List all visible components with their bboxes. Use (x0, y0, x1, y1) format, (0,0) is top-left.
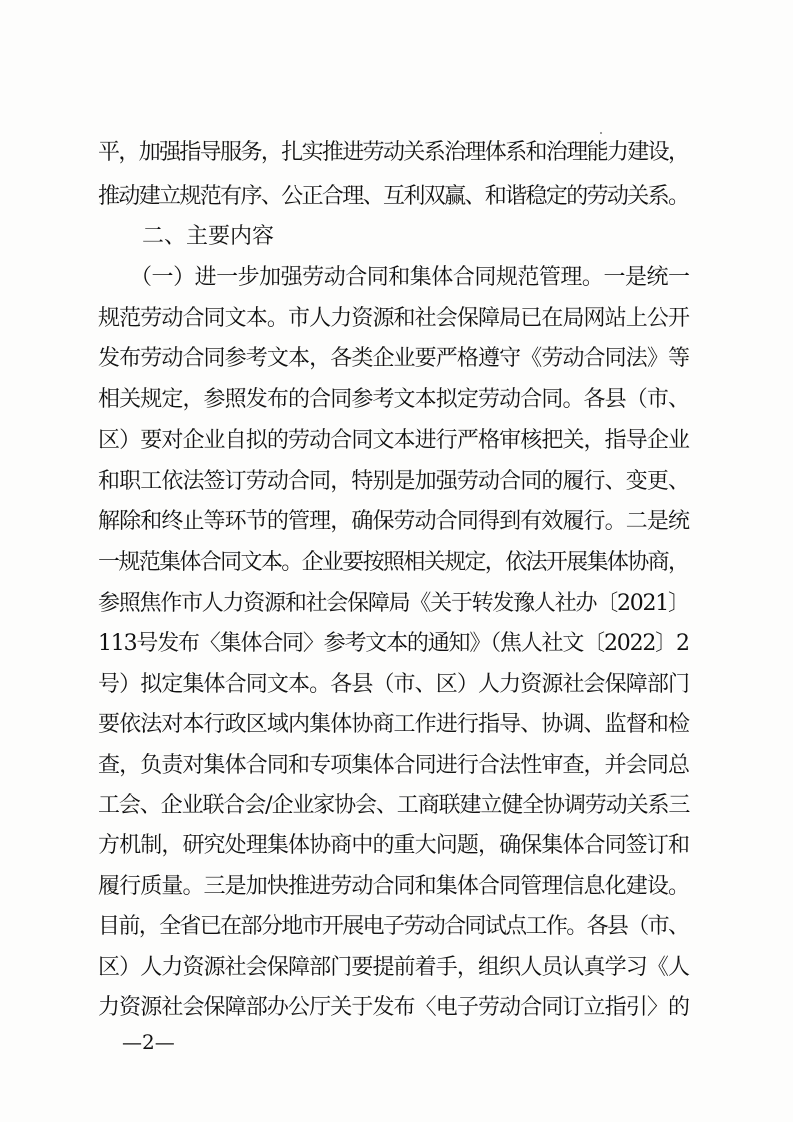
section-heading: 二、主要内容 (98, 224, 275, 249)
text-line: 目前，全省已在部分地市开展电子劳动合同试点工作。各县（市、 (98, 914, 689, 939)
text-line: 和职工依法签订劳动合同，特别是加强劳动合同的履行、变更、 (98, 469, 690, 494)
text-line: 一规范集体合同文本。企业要按照相关规定，依法开展集体协商， (98, 550, 689, 575)
text-line: 方机制，研究处理集体协商中的重大问题，确保集体合同签订和 (98, 833, 690, 858)
page-number: —2— (122, 1030, 175, 1054)
text-line: 解除和终止等环节的管理，确保劳动合同得到有效履行。二是统 (98, 509, 690, 534)
text-line: 113号发布〈集体合同〉参考文本的通知》（焦人社文〔2022〕2 (98, 631, 689, 656)
text-line: 发布劳动合同参考文本，各类企业要严格遵守《劳动合同法》等 (98, 346, 690, 371)
text-line: 规范劳动合同文本。市人力资源和社会保障局已在局网站上公开 (98, 306, 690, 331)
text-line: 平，加强指导服务，扎实推进劳动关系治理体系和治理能力建设， (98, 140, 689, 165)
text-line: 查，负责对集体合同和专项集体合同进行合法性审查，并会同总 (98, 753, 690, 778)
text-line: 区）要对企业自拟的劳动合同文本进行严格审核把关，指导企业 (98, 428, 690, 453)
text-line: 参照焦作市人力资源和社会保障局《关于转发豫人社办〔2021〕 (98, 591, 689, 616)
text-line: （一）进一步加强劳动合同和集体合同规范管理。一是统一 (98, 265, 690, 290)
text-line: 要依法对本行政区域内集体协商工作进行指导、协调、监督和检 (98, 712, 690, 737)
text-line: 相关规定，参照发布的合同参考文本拟定劳动合同。各县（市、 (98, 387, 690, 412)
text-line: 力资源社会保障部办公厅关于发布〈电子劳动合同订立指引〉的 (98, 995, 690, 1020)
text-line: 履行质量。三是加快推进劳动合同和集体合同管理信息化建设。 (98, 874, 690, 899)
text-line: 号）拟定集体合同文本。各县（市、区）人力资源社会保障部门 (98, 672, 690, 697)
text-line: 推动建立规范有序、公正合理、互利双赢、和谐稳定的劳动关系。 (98, 184, 689, 209)
text-line: 工会、企业联合会/企业家协会、工商联建立健全协调劳动关系三 (98, 793, 690, 818)
text-line: 区）人力资源社会保障部门要提前着手，组织人员认真学习《人 (98, 955, 690, 980)
